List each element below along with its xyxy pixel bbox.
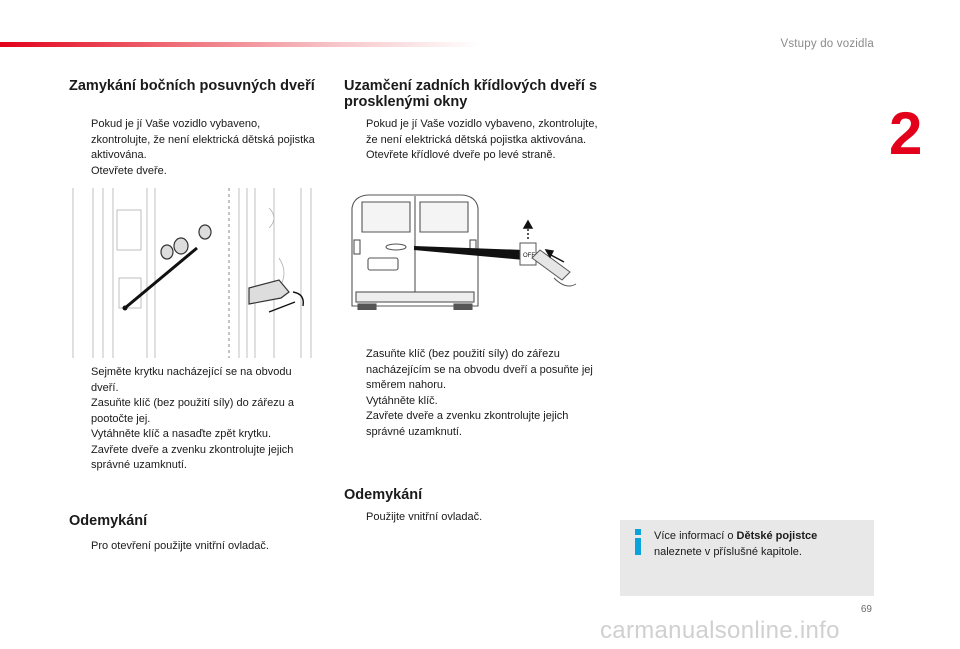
- info-link-text: Dětské pojistce: [736, 530, 818, 542]
- list-item: Otevřete křídlové dveře po levé straně.: [366, 149, 556, 161]
- right-unlock-list: [344, 510, 600, 526]
- header-accent-bar: [0, 42, 480, 47]
- chapter-number: 2: [889, 100, 923, 167]
- left-unlock-heading: Odemykání: [69, 513, 148, 529]
- left-heading: Zamykání bočních posuvných dveří: [69, 78, 315, 94]
- list-item: Pro otevření použijte vnitřní ovladač.: [91, 540, 269, 552]
- list-item: Vytáhněte klíč a nasaďte zpět krytku.: [91, 428, 272, 440]
- page-number: 69: [860, 604, 872, 615]
- list-item: Pokud je jí Vaše vozidlo vybaveno, zkontrolujte, že není elektrická dětská pojistka aktivována.: [366, 118, 598, 146]
- chapter-title: Vstupy do vozidla: [780, 38, 874, 50]
- info-box: [620, 520, 874, 596]
- info-text: Více informací o Dětské pojistce naleznete v příslušné kapitole.: [654, 530, 818, 558]
- left-intro-list: [69, 117, 319, 179]
- off-label: OFF: [523, 253, 535, 259]
- right-intro-list: [344, 117, 600, 164]
- left-steps-list: [69, 365, 321, 474]
- list-item: Sejměte krytku nacházející se na obvodu dveří.: [91, 366, 292, 394]
- list-item: Otevřete dveře.: [91, 164, 167, 177]
- right-steps-list: [344, 347, 600, 440]
- door-lock-illustration: [69, 188, 323, 358]
- list-item: Zavřete dveře a zvenku zkontrolujte jejich správné uzamknutí.: [91, 443, 294, 471]
- list-item: Pokud je jí Vaše vozidlo vybaveno, zkontrolujte, že není elektrická dětská pojistka aktivována.: [91, 118, 315, 161]
- list-item: Použijte vnitřní ovladač.: [366, 511, 483, 523]
- list-item: Zasuňte klíč (bez použití síly) do zářezu nacházejícím se na obvodu dveří a posuňte jej směrem nahoru.: [366, 348, 593, 391]
- right-unlock-heading: Odemykání: [344, 487, 423, 503]
- left-unlock-list: [69, 539, 319, 555]
- info-icon: [633, 529, 643, 555]
- list-item: Zasuňte klíč (bez použití síly) do zářezu a pootočte jej.: [91, 397, 294, 425]
- right-heading: Uzamčení zadních křídlových dveří s prosklenými okny: [344, 78, 598, 110]
- van-rear-illustration: [344, 188, 600, 310]
- list-item: Vytáhněte klíč.: [366, 394, 438, 407]
- list-item: Zavřete dveře a zvenku zkontrolujte jejich správné uzamknutí.: [366, 410, 569, 438]
- footer-watermark: carmanualsonline.info: [600, 617, 840, 644]
